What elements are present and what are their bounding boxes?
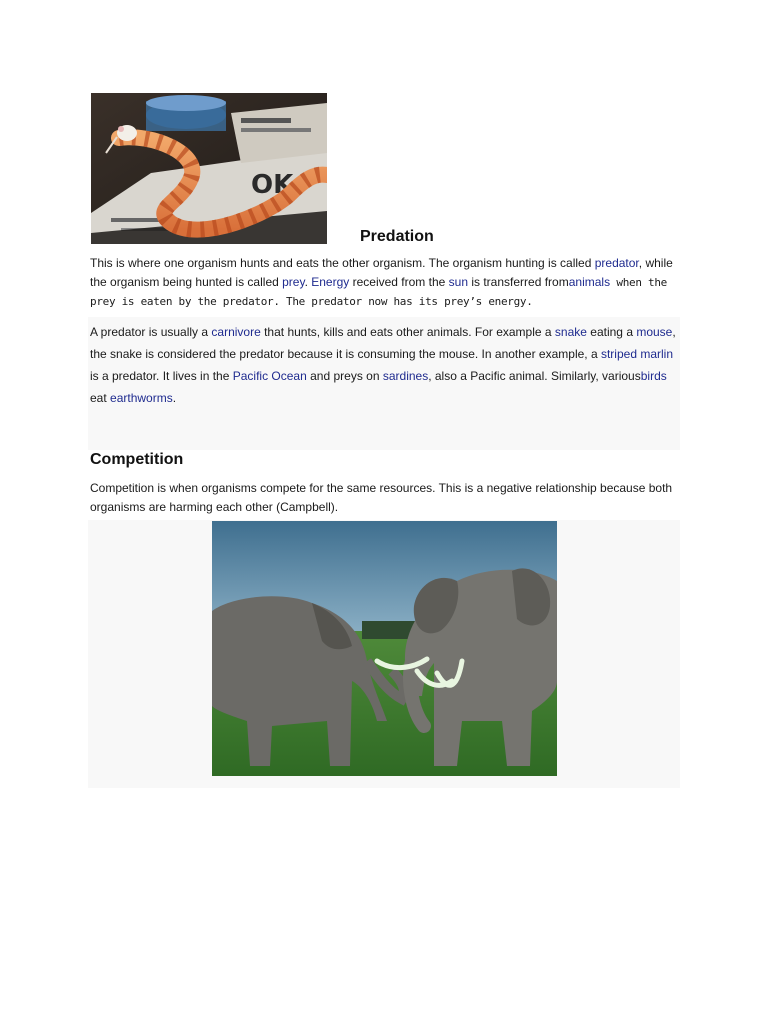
- text-segment: eat: [90, 391, 111, 405]
- text-segment: A predator is usually a: [90, 325, 212, 339]
- link-sun[interactable]: sun: [448, 274, 469, 289]
- text-segment: is a predator. It lives in the: [90, 369, 233, 383]
- predation-paragraph-1: [90, 254, 680, 312]
- predation-heading: Predation: [360, 228, 434, 245]
- text-segment: is transferred from: [468, 274, 569, 289]
- text-segment: , also a Pacific animal. Similarly, various: [428, 369, 641, 383]
- link-prey[interactable]: prey: [282, 274, 305, 289]
- text-segment: that hunts, kills and eats other animals. For example a: [260, 325, 555, 339]
- snake-eating-mouse-photo: [91, 93, 327, 244]
- link-pacific-ocean[interactable]: Pacific Ocean: [232, 369, 307, 383]
- link-energy[interactable]: Energy: [311, 274, 350, 289]
- link-carnivore[interactable]: carnivore: [211, 325, 261, 339]
- link-animals[interactable]: animals: [568, 274, 611, 289]
- svg-text:OK: OK: [251, 170, 294, 200]
- elephants-fighting-photo: [212, 521, 557, 776]
- text-segment: received from the: [349, 274, 449, 289]
- text-segment: This is where one organism hunts and eats the other organism. The organism hunting is called: [90, 256, 595, 270]
- link-striped-marlin[interactable]: striped marlin: [600, 347, 673, 361]
- link-mouse[interactable]: mouse: [636, 325, 673, 339]
- text-segment: , while the organism being hunted is called: [90, 256, 673, 289]
- link-sardines[interactable]: sardines: [382, 369, 429, 383]
- link-earthworms[interactable]: earthworms: [110, 391, 173, 405]
- link-predator[interactable]: predator: [594, 256, 639, 270]
- text-segment: eating a: [586, 325, 637, 339]
- competition-paragraph: Competition is when organisms compete for the same resources. This is a negative relationship because both organisms are harming each other (Campbell).: [90, 481, 673, 514]
- text-segment: .: [172, 391, 177, 405]
- competition-heading: Competition: [90, 451, 184, 468]
- predation-paragraph-2: [90, 321, 678, 409]
- link-snake[interactable]: snake: [554, 325, 587, 339]
- text-segment: .: [304, 274, 312, 289]
- text-segment: when the prey is eaten by the predator. The predator now has its prey’s energy.: [90, 275, 667, 308]
- text-segment: and preys on: [306, 369, 383, 383]
- link-birds[interactable]: birds: [640, 369, 667, 383]
- text-segment: , the snake is considered the predator because it is consuming the mouse. In another example, a: [90, 325, 676, 361]
